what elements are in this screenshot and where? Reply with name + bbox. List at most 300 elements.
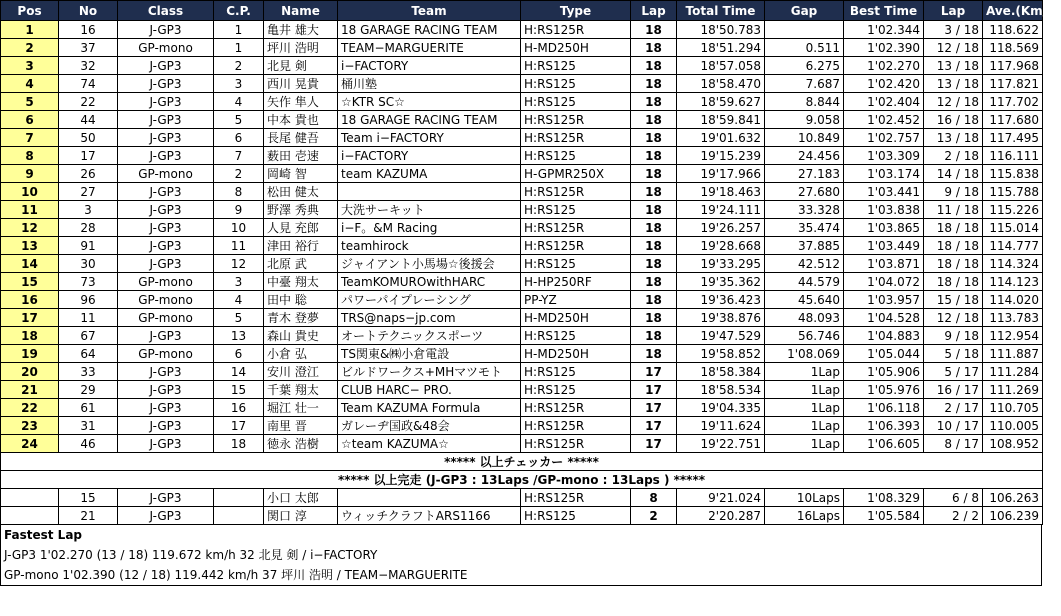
cell-best-lap: 13 / 18 [924,57,983,75]
cell-type: H:RS125R [521,21,631,39]
cell-cp: 3 [214,273,264,291]
cell-pos: 14 [1,255,59,273]
cell-pos: 23 [1,417,59,435]
table-row [1,417,1043,435]
cell-best-lap: 2 / 2 [924,507,983,525]
cell-name: 青木 登夢 [264,309,338,327]
cell-ave-speed: 117.495 [983,129,1043,147]
cell-type: H:RS125R [521,183,631,201]
cell-no: 29 [59,381,118,399]
cell-pos: 3 [1,57,59,75]
cell-name: 野澤 秀典 [264,201,338,219]
table-row [1,363,1043,381]
cell-lap: 18 [631,21,677,39]
cell-gap: 1Lap [765,363,844,381]
cell-cp: 6 [214,129,264,147]
cell-type: H:RS125R [521,435,631,453]
cell-no: 96 [59,291,118,309]
cell-cp: 15 [214,381,264,399]
cell-name: 徳永 浩樹 [264,435,338,453]
cell-type: H:RS125 [521,507,631,525]
cell-name: 関口 淳 [264,507,338,525]
col-total-time-header: Total Time [677,1,765,21]
cell-total-time: 19'35.362 [677,273,765,291]
table-row [1,345,1043,363]
cell-name: 亀井 雄大 [264,21,338,39]
table-row [1,399,1043,417]
table-row [1,21,1043,39]
col-cp-header: C.P. [214,1,264,21]
cell-best-lap: 2 / 17 [924,399,983,417]
cell-cp: 7 [214,147,264,165]
col-lap-header: Lap [631,1,677,21]
cell-pos: 21 [1,381,59,399]
table-row [1,309,1043,327]
col-team-header: Team [338,1,521,21]
cell-no: 37 [59,39,118,57]
cell-class: J-GP3 [118,219,214,237]
cell-lap: 17 [631,399,677,417]
cell-lap: 18 [631,237,677,255]
cell-name: 矢作 隼人 [264,93,338,111]
cell-team: teamhirock [338,237,521,255]
table-row [1,381,1043,399]
cell-best-lap: 3 / 18 [924,21,983,39]
cell-no: 74 [59,75,118,93]
cell-ave-speed: 108.952 [983,435,1043,453]
cell-name: 長尾 健吾 [264,129,338,147]
col-ave-speed-header: Ave.(Km/h) [983,1,1043,21]
cell-cp: 16 [214,399,264,417]
cell-best-time: 1'03.449 [844,237,924,255]
table-row [1,75,1043,93]
cell-ave-speed: 111.887 [983,345,1043,363]
table-row [1,273,1043,291]
cell-type: H-MD250H [521,345,631,363]
cell-best-lap: 13 / 18 [924,129,983,147]
cell-cp: 6 [214,345,264,363]
cell-no: 32 [59,57,118,75]
cell-type: H-MD250H [521,39,631,57]
table-row [1,327,1043,345]
cell-type: H:RS125 [521,147,631,165]
col-name-header: Name [264,1,338,21]
cell-pos: 1 [1,21,59,39]
cell-best-time: 1'03.865 [844,219,924,237]
cell-class: GP-mono [118,345,214,363]
cell-gap: 56.746 [765,327,844,345]
cell-gap: 1Lap [765,417,844,435]
dnf-body [1,489,1043,525]
cell-team: オートテクニックスポーツ [338,327,521,345]
cell-type: PP-YZ [521,291,631,309]
cell-lap: 18 [631,147,677,165]
cell-pos: 8 [1,147,59,165]
col-pos-header: Pos [1,1,59,21]
cell-total-time: 19'38.876 [677,309,765,327]
cell-cp: 18 [214,435,264,453]
cell-team: 大洗サーキット [338,201,521,219]
cell-team: ガレーヂ国政&48会 [338,417,521,435]
cell-class: GP-mono [118,309,214,327]
table-row [1,237,1043,255]
cell-ave-speed: 116.111 [983,147,1043,165]
cell-best-time: 1'03.838 [844,201,924,219]
cell-gap: 10.849 [765,129,844,147]
cell-best-time: 1'03.871 [844,255,924,273]
cell-cp [214,489,264,507]
cell-best-lap: 5 / 18 [924,345,983,363]
cell-pos: 2 [1,39,59,57]
table-row [1,435,1043,453]
cell-name: 田中 聡 [264,291,338,309]
cell-team: 18 GARAGE RACING TEAM [338,21,521,39]
cell-best-time: 1'03.441 [844,183,924,201]
cell-ave-speed: 118.622 [983,21,1043,39]
cell-best-time: 1'02.344 [844,21,924,39]
cell-name: 中本 貴也 [264,111,338,129]
cell-best-lap: 12 / 18 [924,39,983,57]
cell-gap: 48.093 [765,309,844,327]
cell-class: J-GP3 [118,255,214,273]
cell-best-lap: 6 / 8 [924,489,983,507]
cell-gap: 16Laps [765,507,844,525]
cell-best-time: 1'04.883 [844,327,924,345]
cell-best-lap: 15 / 18 [924,291,983,309]
cell-class: J-GP3 [118,21,214,39]
cell-name: 薮田 壱速 [264,147,338,165]
cell-lap: 17 [631,381,677,399]
cell-best-lap: 9 / 18 [924,327,983,345]
cell-ave-speed: 114.020 [983,291,1043,309]
cell-pos: 9 [1,165,59,183]
cell-cp: 14 [214,363,264,381]
cell-no: 91 [59,237,118,255]
cell-team: team KAZUMA [338,165,521,183]
cell-type: H:RS125 [521,327,631,345]
cell-best-lap: 10 / 17 [924,417,983,435]
cell-best-lap: 9 / 18 [924,183,983,201]
cell-best-lap: 18 / 18 [924,237,983,255]
results-body [1,21,1043,453]
cell-cp: 8 [214,183,264,201]
cell-class: J-GP3 [118,489,214,507]
cell-lap: 18 [631,309,677,327]
cell-best-lap: 18 / 18 [924,219,983,237]
cell-no: 31 [59,417,118,435]
cell-no: 44 [59,111,118,129]
cell-cp: 10 [214,219,264,237]
cell-best-lap: 5 / 17 [924,363,983,381]
table-row [1,183,1043,201]
cell-pos: 12 [1,219,59,237]
cell-gap: 0.511 [765,39,844,57]
cell-best-time: 1'02.452 [844,111,924,129]
cell-gap: 35.474 [765,219,844,237]
cell-name: 岡崎 智 [264,165,338,183]
cell-pos: 22 [1,399,59,417]
cell-class: GP-mono [118,39,214,57]
cell-gap: 8.844 [765,93,844,111]
table-row [1,39,1043,57]
col-best-lap-header: Lap [924,1,983,21]
cell-no: 30 [59,255,118,273]
cell-team: i−FACTORY [338,147,521,165]
cell-best-time: 1'06.605 [844,435,924,453]
cell-best-time: 1'02.404 [844,93,924,111]
cell-gap: 1Lap [765,381,844,399]
cell-cp: 12 [214,255,264,273]
cell-total-time: 18'58.470 [677,75,765,93]
cell-name: 安川 澄江 [264,363,338,381]
cell-gap: 6.275 [765,57,844,75]
cell-ave-speed: 118.569 [983,39,1043,57]
cell-name: 津田 裕行 [264,237,338,255]
cell-ave-speed: 106.263 [983,489,1043,507]
cell-cp: 11 [214,237,264,255]
cell-best-time: 1'05.044 [844,345,924,363]
cell-ave-speed: 111.284 [983,363,1043,381]
cell-ave-speed: 115.226 [983,201,1043,219]
cell-cp: 13 [214,327,264,345]
cell-total-time: 18'59.841 [677,111,765,129]
cell-cp: 2 [214,165,264,183]
cell-total-time: 19'18.463 [677,183,765,201]
cell-class: J-GP3 [118,399,214,417]
cell-pos [1,489,59,507]
col-no-header: No [59,1,118,21]
cell-class: J-GP3 [118,381,214,399]
cell-lap: 17 [631,363,677,381]
fastest-lap-gpmono: GP-mono 1'02.390 (12 / 18) 119.442 km/h 37 坪川 浩明 / TEAM−MARGUERITE [4,568,468,582]
cell-no: 27 [59,183,118,201]
cell-lap: 18 [631,327,677,345]
cell-name: 千葉 翔太 [264,381,338,399]
cell-best-lap: 12 / 18 [924,309,983,327]
cell-best-lap: 16 / 17 [924,381,983,399]
cell-type: H:RS125R [521,417,631,435]
cell-no: 50 [59,129,118,147]
cell-cp: 9 [214,201,264,219]
cell-no: 33 [59,363,118,381]
table-row [1,219,1043,237]
cell-gap: 24.456 [765,147,844,165]
cell-class: J-GP3 [118,363,214,381]
table-row [1,201,1043,219]
cell-name: 堀江 壮一 [264,399,338,417]
cell-total-time: 18'59.627 [677,93,765,111]
cell-pos: 24 [1,435,59,453]
cell-type: H:RS125 [521,381,631,399]
cell-best-time: 1'06.393 [844,417,924,435]
cell-team: i−FACTORY [338,57,521,75]
table-row [1,165,1043,183]
col-class-header: Class [118,1,214,21]
cell-team: TS関東&㈱小倉電設 [338,345,521,363]
cell-ave-speed: 117.680 [983,111,1043,129]
finish-message: ***** 以上完走 (J-GP3 : 13Laps /GP-mono : 13Laps ) ***** [1,471,1043,489]
checker-row [1,453,1043,471]
cell-type: H:RS125R [521,237,631,255]
cell-team: Team KAZUMA Formula [338,399,521,417]
cell-gap: 1'08.069 [765,345,844,363]
cell-best-time: 1'04.072 [844,273,924,291]
cell-lap: 18 [631,183,677,201]
cell-team [338,489,521,507]
cell-cp: 3 [214,75,264,93]
cell-type: H:RS125R [521,129,631,147]
cell-total-time: 19'47.529 [677,327,765,345]
cell-type: H:RS125 [521,93,631,111]
cell-no: 17 [59,147,118,165]
cell-ave-speed: 113.783 [983,309,1043,327]
col-type-header: Type [521,1,631,21]
cell-gap: 33.328 [765,201,844,219]
cell-no: 3 [59,201,118,219]
cell-class: J-GP3 [118,183,214,201]
cell-best-lap: 18 / 18 [924,255,983,273]
cell-team: TRS@naps−jp.com [338,309,521,327]
cell-gap: 45.640 [765,291,844,309]
cell-total-time: 19'58.852 [677,345,765,363]
cell-ave-speed: 106.239 [983,507,1043,525]
cell-total-time: 19'17.966 [677,165,765,183]
fastest-lap-jgp3: J-GP3 1'02.270 (13 / 18) 119.672 km/h 32 北見 剣 / i−FACTORY [4,548,378,562]
cell-total-time: 18'51.294 [677,39,765,57]
cell-gap [765,21,844,39]
cell-name: 松田 健太 [264,183,338,201]
cell-lap: 18 [631,219,677,237]
cell-ave-speed: 115.838 [983,165,1043,183]
cell-team: TeamKOMUROwithHARC [338,273,521,291]
cell-total-time: 2'20.287 [677,507,765,525]
cell-lap: 8 [631,489,677,507]
dnf-row [1,507,1043,525]
cell-lap: 17 [631,435,677,453]
cell-class: GP-mono [118,165,214,183]
cell-name: 北見 剣 [264,57,338,75]
cell-type: H:RS125 [521,363,631,381]
cell-lap: 18 [631,345,677,363]
cell-best-time: 1'03.174 [844,165,924,183]
cell-pos: 4 [1,75,59,93]
cell-type: H-MD250H [521,309,631,327]
cell-gap: 27.680 [765,183,844,201]
finish-row [1,471,1043,489]
checker-message: ***** 以上チェッカー ***** [1,453,1043,471]
cell-pos: 20 [1,363,59,381]
cell-pos [1,507,59,525]
cell-lap: 2 [631,507,677,525]
cell-pos: 18 [1,327,59,345]
cell-gap: 37.885 [765,237,844,255]
cell-team: i−F。&M Racing [338,219,521,237]
cell-cp: 17 [214,417,264,435]
cell-name: 坪川 浩明 [264,39,338,57]
cell-ave-speed: 114.777 [983,237,1043,255]
cell-type: H:RS125 [521,255,631,273]
cell-type: H:RS125R [521,219,631,237]
table-row [1,111,1043,129]
cell-pos: 19 [1,345,59,363]
cell-total-time: 9'21.024 [677,489,765,507]
cell-name: 中臺 翔太 [264,273,338,291]
cell-total-time: 19'28.668 [677,237,765,255]
cell-best-lap: 14 / 18 [924,165,983,183]
cell-best-time: 1'05.976 [844,381,924,399]
cell-best-time: 1'05.584 [844,507,924,525]
cell-pos: 13 [1,237,59,255]
cell-best-time: 1'05.906 [844,363,924,381]
cell-class: J-GP3 [118,417,214,435]
cell-team: CLUB HARC− PRO. [338,381,521,399]
cell-ave-speed: 114.123 [983,273,1043,291]
cell-pos: 16 [1,291,59,309]
cell-total-time: 18'57.058 [677,57,765,75]
dnf-row [1,489,1043,507]
cell-name: 森山 貴史 [264,327,338,345]
cell-class: J-GP3 [118,75,214,93]
cell-ave-speed: 115.788 [983,183,1043,201]
cell-best-time: 1'08.329 [844,489,924,507]
cell-no: 16 [59,21,118,39]
cell-best-time: 1'03.309 [844,147,924,165]
cell-best-time: 1'02.420 [844,75,924,93]
cell-name: 南里 晋 [264,417,338,435]
cell-pos: 10 [1,183,59,201]
cell-best-lap: 12 / 18 [924,93,983,111]
cell-lap: 18 [631,75,677,93]
cell-best-time: 1'02.757 [844,129,924,147]
cell-cp: 5 [214,309,264,327]
table-row [1,255,1043,273]
cell-class: J-GP3 [118,237,214,255]
cell-best-lap: 13 / 18 [924,75,983,93]
cell-cp: 4 [214,93,264,111]
cell-class: J-GP3 [118,93,214,111]
cell-cp: 5 [214,111,264,129]
cell-type: H:RS125R [521,399,631,417]
cell-class: GP-mono [118,291,214,309]
cell-lap: 18 [631,165,677,183]
cell-lap: 18 [631,39,677,57]
cell-type: H:RS125 [521,75,631,93]
cell-best-time: 1'02.390 [844,39,924,57]
cell-team: ビルドワークス+MHマツモト [338,363,521,381]
cell-ave-speed: 111.269 [983,381,1043,399]
cell-name: 小倉 弘 [264,345,338,363]
cell-gap: 1Lap [765,435,844,453]
cell-ave-speed: 117.821 [983,75,1043,93]
cell-no: 73 [59,273,118,291]
fastest-lap-title: Fastest Lap [4,528,82,542]
cell-gap: 1Lap [765,399,844,417]
cell-lap: 18 [631,93,677,111]
cell-no: 21 [59,507,118,525]
cell-total-time: 18'50.783 [677,21,765,39]
cell-gap: 9.058 [765,111,844,129]
cell-lap: 18 [631,57,677,75]
cell-lap: 18 [631,129,677,147]
cell-lap: 18 [631,255,677,273]
cell-total-time: 19'04.335 [677,399,765,417]
cell-class: J-GP3 [118,57,214,75]
cell-type: H-HP250RF [521,273,631,291]
cell-best-time: 1'02.270 [844,57,924,75]
cell-class: J-GP3 [118,147,214,165]
cell-name: 人見 充郎 [264,219,338,237]
cell-lap: 18 [631,111,677,129]
